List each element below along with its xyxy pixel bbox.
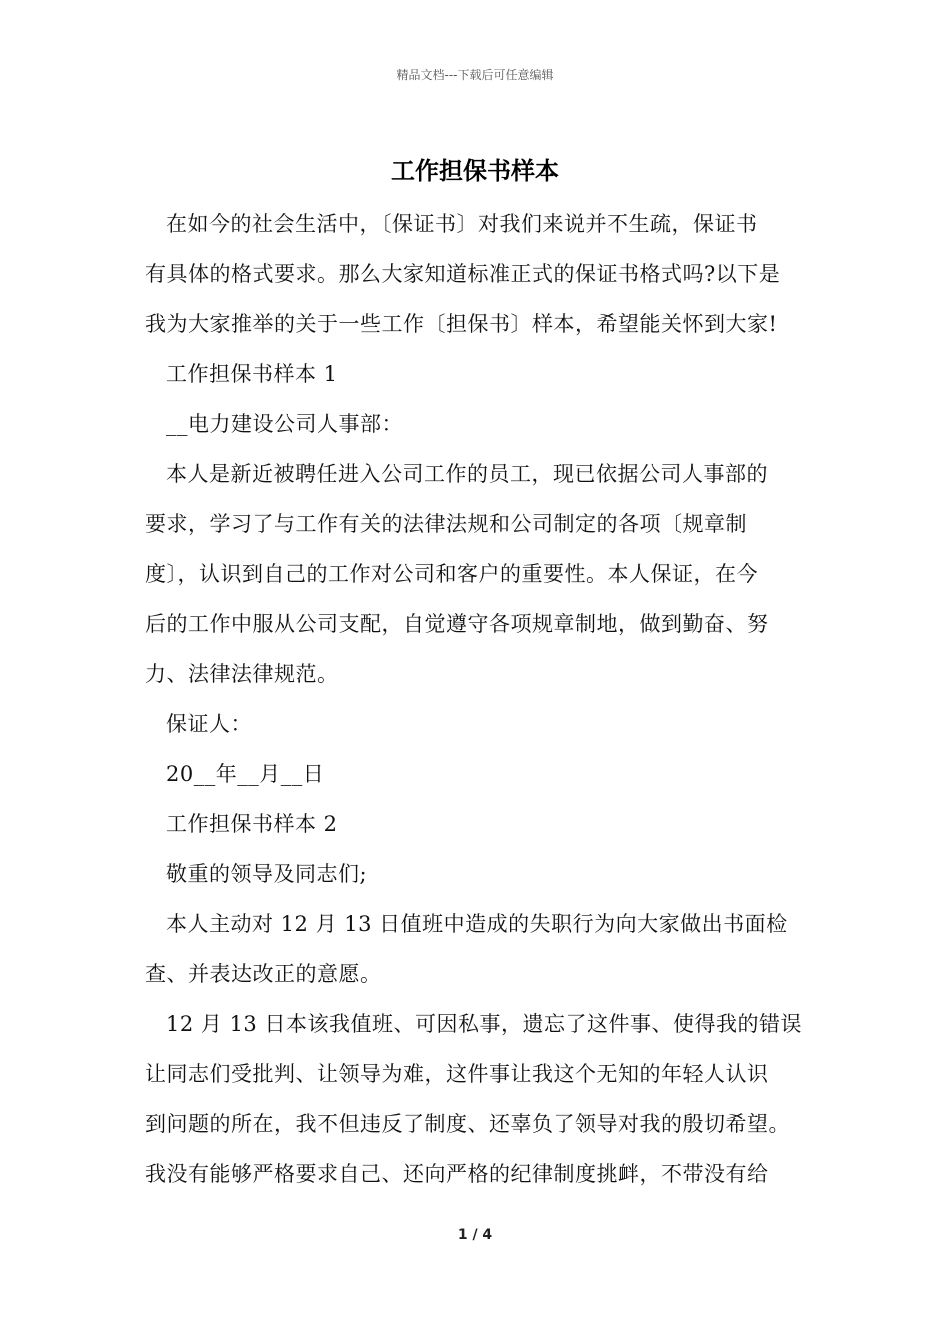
section-heading: 工作担保书样本 1 (166, 362, 338, 386)
paragraph-line: 后的工作中服从公司支配，自觉遵守各项规章制地，做到勤奋、努 (145, 612, 769, 636)
paragraph-line: 到问题的所在，我不但违反了制度、还辜负了领导对我的殷切希望。 (145, 1112, 790, 1136)
guarantor-label: 保证人： (166, 712, 252, 736)
paragraph-line: 要求，学习了与工作有关的法律法规和公司制定的各项〔规章制 (145, 512, 747, 536)
page-header: 精品文档---下载后可任意编辑 (396, 68, 554, 82)
section-heading: 工作担保书样本 2 (166, 812, 338, 836)
paragraph-line: 12 月 13 日本该我值班、可因私事，遗忘了这件事、使得我的错误 (166, 1012, 802, 1036)
document-title: 工作担保书样本 (391, 156, 559, 185)
paragraph-line: 力、法律法律规范。 (145, 662, 339, 686)
salutation: 敬重的领导及同志们; (166, 862, 368, 886)
date-line: 20__年__月__日 (166, 762, 325, 786)
paragraph-line: 度〕，认识到自己的工作对公司和客户的重要性。本人保证，在今 (145, 562, 758, 586)
paragraph-line: 让同志们受批判、让领导为难，这件事让我这个无知的年轻人认识 (145, 1062, 769, 1086)
paragraph-line: 查、并表达改正的意愿。 (145, 962, 382, 986)
paragraph-line: 在如今的社会生活中，〔保证书〕对我们来说并不生疏，保证书 (166, 212, 758, 236)
paragraph-line: 本人主动对 12 月 13 日值班中造成的失职行为向大家做出书面检 (166, 912, 788, 936)
salutation: __电力建设公司人事部： (166, 412, 403, 436)
paragraph-line: 有具体的格式要求。那么大家知道标准正式的保证书格式吗?以下是 (145, 262, 781, 286)
paragraph-line: 本人是新近被聘任进入公司工作的员工，现已依据公司人事部的 (166, 462, 768, 486)
page-number: 1 / 4 (457, 1227, 493, 1243)
paragraph-line: 我为大家推举的关于一些工作〔担保书〕样本，希望能关怀到大家! (145, 312, 778, 336)
paragraph-line: 我没有能够严格要求自己、还向严格的纪律制度挑衅，不带没有给 (145, 1162, 769, 1186)
